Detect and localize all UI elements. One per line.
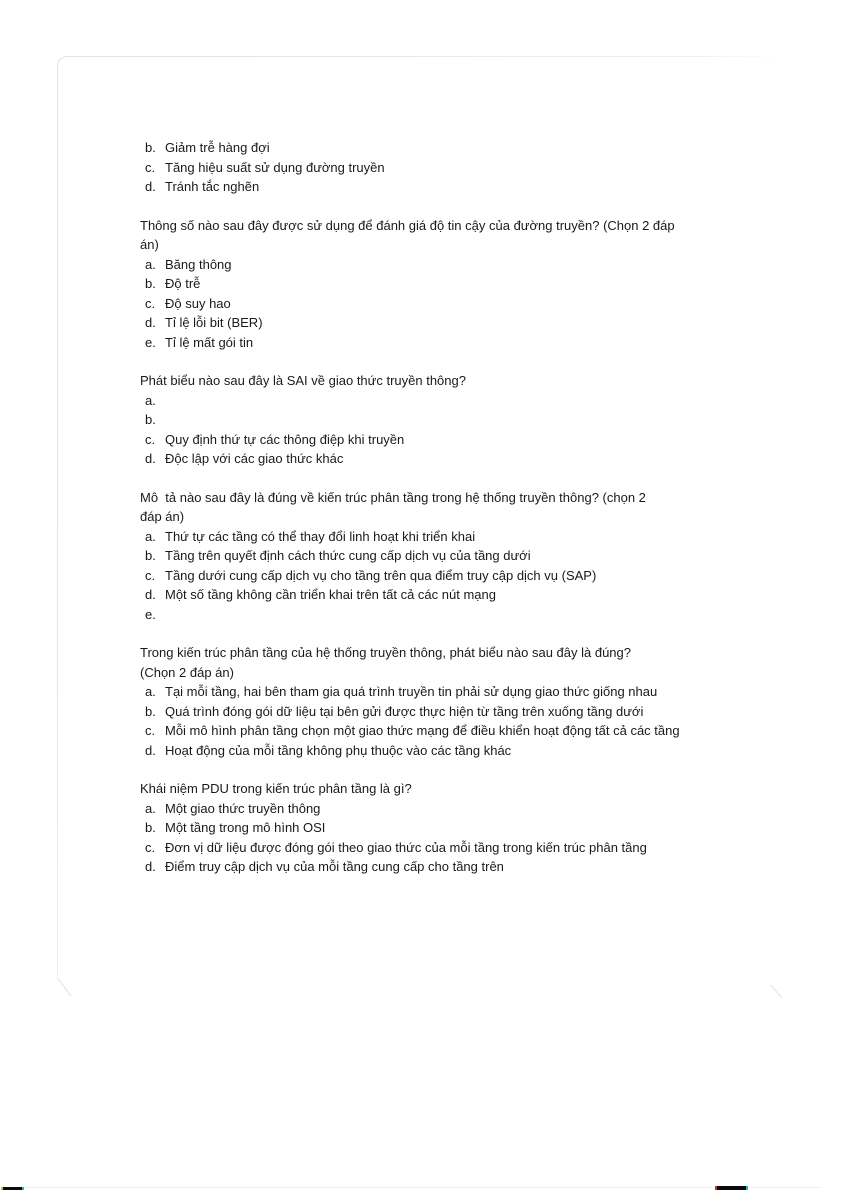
option-letter: b. bbox=[145, 412, 156, 427]
answer-option bbox=[140, 333, 820, 353]
scanner-artifact-bar-left bbox=[3, 1187, 22, 1190]
question-prompt-line: (Chọn 2 đáp án) bbox=[140, 664, 234, 680]
answer-option bbox=[140, 449, 820, 469]
option-text: Giảm trễ hàng đợi bbox=[165, 140, 270, 155]
answer-option bbox=[140, 391, 820, 411]
answer-option bbox=[140, 546, 820, 566]
option-letter: a. bbox=[145, 684, 156, 699]
option-text: Hoạt động của mỗi tầng không phụ thuộc vào các tầng khác bbox=[165, 742, 512, 758]
question-block bbox=[140, 643, 820, 760]
answer-option bbox=[140, 294, 820, 314]
question-prompt-line: án) bbox=[140, 237, 159, 252]
option-text: Tỉ lệ mất gói tin bbox=[165, 334, 254, 350]
document-content bbox=[140, 138, 820, 896]
option-letter: c. bbox=[145, 723, 156, 738]
option-text: Tỉ lệ lỗi bit (BER) bbox=[165, 315, 263, 330]
scanner-artifact-bar-right bbox=[717, 1186, 746, 1190]
question-block bbox=[140, 371, 820, 469]
answer-option bbox=[140, 605, 820, 625]
question-prompt-line: Thông số nào sau đây được sử dụng để đánh giá độ tin cậy của đường truyền? (Chọn 2 đáp bbox=[140, 217, 675, 233]
option-text: Thứ tự các tầng có thể thay đổi linh hoạt khi triển khai bbox=[165, 528, 476, 544]
option-letter: c. bbox=[145, 431, 156, 447]
option-letter: b. bbox=[145, 140, 156, 155]
option-text: Đơn vị dữ liệu được đóng gói theo giao thức của mỗi tầng trong kiến trúc phân tầng bbox=[165, 839, 647, 855]
option-letter: c. bbox=[145, 567, 156, 583]
question-prompt-line: Mô tả nào sau đây là đúng về kiến trúc phân tầng trong hệ thống truyền thông? (chọn 2 bbox=[140, 489, 646, 505]
option-text: Một giao thức truyền thông bbox=[165, 800, 321, 816]
option-text: Băng thông bbox=[165, 256, 232, 272]
option-text: Điểm truy cập dịch vụ của mỗi tầng cung cấp cho tầng trên bbox=[165, 859, 504, 874]
option-letter: d. bbox=[145, 587, 156, 602]
option-letter: a. bbox=[145, 800, 156, 816]
question-block bbox=[140, 216, 820, 353]
page-edge-top bbox=[67, 56, 780, 57]
option-letter: d. bbox=[145, 742, 156, 758]
answer-option bbox=[140, 818, 820, 838]
answer-option bbox=[140, 255, 820, 275]
question-prompt-line: Phát biểu nào sau đây là SAI về giao thức truyền thông? bbox=[140, 373, 466, 388]
answer-option bbox=[140, 158, 820, 178]
option-text: Tầng trên quyết định cách thức cung cấp dịch vụ của tầng dưới bbox=[165, 548, 531, 563]
option-text: Tránh tắc nghẽn bbox=[165, 179, 260, 194]
option-text: Một tầng trong mô hình OSI bbox=[165, 820, 326, 835]
answer-option bbox=[140, 313, 820, 333]
option-letter: c. bbox=[145, 295, 156, 311]
answer-option bbox=[140, 177, 820, 197]
answer-option bbox=[140, 585, 820, 605]
option-letter: b. bbox=[145, 820, 156, 835]
option-text bbox=[165, 605, 820, 625]
option-text bbox=[165, 391, 820, 411]
option-letter: d. bbox=[145, 859, 156, 874]
scanner-bottom-line bbox=[20, 1187, 821, 1188]
option-letter: e. bbox=[145, 334, 156, 350]
option-letter: b. bbox=[145, 548, 156, 563]
question-prompt-line: đáp án) bbox=[140, 509, 185, 524]
answer-option bbox=[140, 527, 820, 547]
option-letter: b. bbox=[145, 703, 156, 719]
option-text: Quy định thứ tự các thông điệp khi truyền bbox=[165, 431, 405, 447]
option-text: Quá trình đóng gói dữ liệu tại bên gửi được thực hiện từ tầng trên xuống tầng dưới bbox=[165, 703, 644, 719]
answer-option bbox=[140, 138, 820, 158]
option-letter: e. bbox=[145, 606, 156, 622]
option-letter: a. bbox=[145, 256, 156, 272]
option-text bbox=[165, 410, 820, 430]
answer-option bbox=[140, 857, 820, 877]
answer-option bbox=[140, 682, 820, 702]
answer-option bbox=[140, 430, 820, 450]
option-letter: d. bbox=[145, 451, 156, 466]
answer-option bbox=[140, 274, 820, 294]
answer-option bbox=[140, 410, 820, 430]
option-letter: c. bbox=[145, 839, 156, 855]
option-text: Một số tầng không cần triển khai trên tất cả các nút mạng bbox=[165, 587, 496, 602]
page-edge-left bbox=[57, 66, 58, 980]
option-text: Mỗi mô hình phân tầng chọn một giao thức mạng để điều khiển hoạt động tất cả các tầng bbox=[165, 723, 680, 738]
option-letter: d. bbox=[145, 315, 156, 330]
option-text: Tầng dưới cung cấp dịch vụ cho tầng trên qua điểm truy cập dịch vụ (SAP) bbox=[165, 567, 597, 583]
page-crease-left bbox=[58, 979, 71, 997]
options-continuation-block bbox=[140, 138, 820, 197]
option-text: Tại mỗi tầng, hai bên tham gia quá trình truyền tin phải sử dụng giao thức giống nhau bbox=[165, 684, 658, 699]
answer-option bbox=[140, 838, 820, 858]
answer-option bbox=[140, 566, 820, 586]
question-prompt-line: Khái niệm PDU trong kiến trúc phân tầng là gì? bbox=[140, 781, 412, 796]
option-letter: d. bbox=[145, 179, 156, 194]
answer-option bbox=[140, 799, 820, 819]
question-block bbox=[140, 779, 820, 877]
option-text: Độ suy hao bbox=[165, 295, 231, 311]
option-letter: a. bbox=[145, 528, 156, 544]
answer-option bbox=[140, 741, 820, 761]
option-text: Độ trễ bbox=[165, 276, 201, 291]
question-block bbox=[140, 488, 820, 625]
option-letter: a. bbox=[145, 392, 156, 408]
question-prompt-line: Trong kiến trúc phân tầng của hệ thống truyền thông, phát biểu nào sau đây là đúng? bbox=[140, 645, 631, 660]
option-letter: c. bbox=[145, 159, 156, 175]
answer-option bbox=[140, 702, 820, 722]
answer-option bbox=[140, 721, 820, 741]
page-edge-corner bbox=[57, 56, 68, 67]
option-letter: b. bbox=[145, 276, 156, 291]
page-crease-right bbox=[770, 985, 783, 999]
option-text: Độc lập với các giao thức khác bbox=[165, 451, 344, 466]
option-text: Tăng hiệu suất sử dụng đường truyền bbox=[165, 159, 385, 175]
